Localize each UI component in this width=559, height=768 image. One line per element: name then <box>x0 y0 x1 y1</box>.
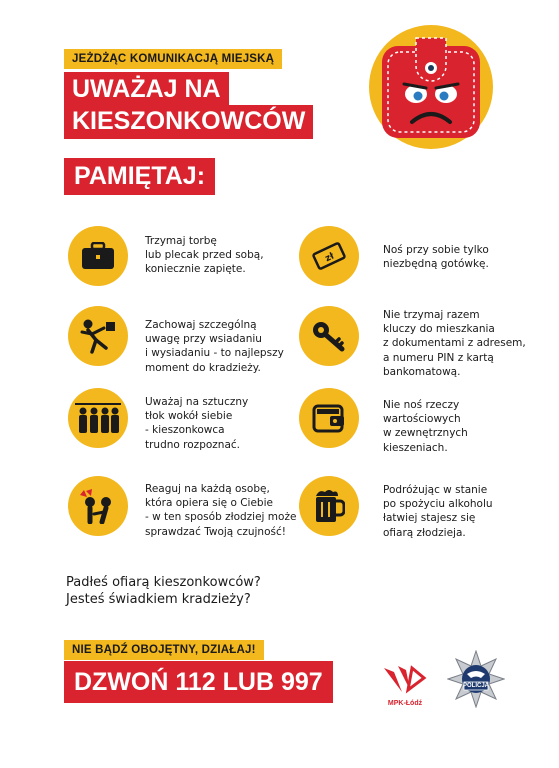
crowd-icon <box>68 388 128 448</box>
mpk-logo-text: MPK-Łódź <box>387 700 423 707</box>
tip-text-5: Noś przy sobie tylko niezbędną gotówkę. <box>383 244 489 271</box>
tip-text-8: Podróżując w stanie po spożyciu alkoholu łatwiej stajesz się ofiarą złodzieja. <box>383 484 493 539</box>
cta-small: NIE BĄDŹ OBOJĘTNY, DZIAŁAJ! <box>64 640 264 660</box>
mpk-logo <box>380 664 430 708</box>
title-line-2: KIESZONKOWCÓW <box>64 105 313 139</box>
tip-text-6: Nie trzymaj razem kluczy do mieszkania z dokumentami z adresem, a numeru PIN z kartą bankomatową. <box>383 309 526 378</box>
sad-wallet-mascot <box>368 24 494 150</box>
police-logo <box>447 650 505 708</box>
banknote-icon <box>299 226 359 286</box>
key-icon <box>299 306 359 366</box>
cta-big: DZWOŃ 112 LUB 997 <box>64 661 333 703</box>
wallet-icon <box>299 388 359 448</box>
tip-text-4: Reaguj na każdą osobę, która opiera się o Ciebie - w ten sposób złodziej może sprawdzać Twoją czujność! <box>145 483 297 538</box>
header-subtitle: JEŻDŻĄC KOMUNIKACJĄ MIEJSKĄ <box>64 49 282 69</box>
tip-text-7: Nie noś rzeczy wartościowych w zewnętrznych kieszeniach. <box>383 399 468 454</box>
footer-question: Padłeś ofiarą kieszonkowców? Jesteś świadkiem kradzieży? <box>66 575 261 607</box>
svg-text:zł: zł <box>323 251 336 265</box>
briefcase-icon <box>68 226 128 286</box>
title-line-1: UWAŻAJ NA <box>64 72 229 105</box>
tip-text-2: Zachowaj szczególną uwagę przy wsiadaniu i wysiadaniu - to najlepszy moment do kradzieży. <box>145 319 284 374</box>
beer-mug-icon <box>299 476 359 536</box>
remember-label: PAMIĘTAJ: <box>64 158 215 195</box>
tip-text-3: Uważaj na sztuczny tłok wokół siebie - kieszonkowca trudno rozpoznać. <box>145 396 249 451</box>
alert-person-icon <box>68 476 128 536</box>
tip-text-1: Trzymaj torbę lub plecak przed sobą, koniecznie zapięte. <box>145 235 264 276</box>
running-person-icon <box>68 306 128 366</box>
police-logo-text: POLICJA <box>462 683 489 689</box>
